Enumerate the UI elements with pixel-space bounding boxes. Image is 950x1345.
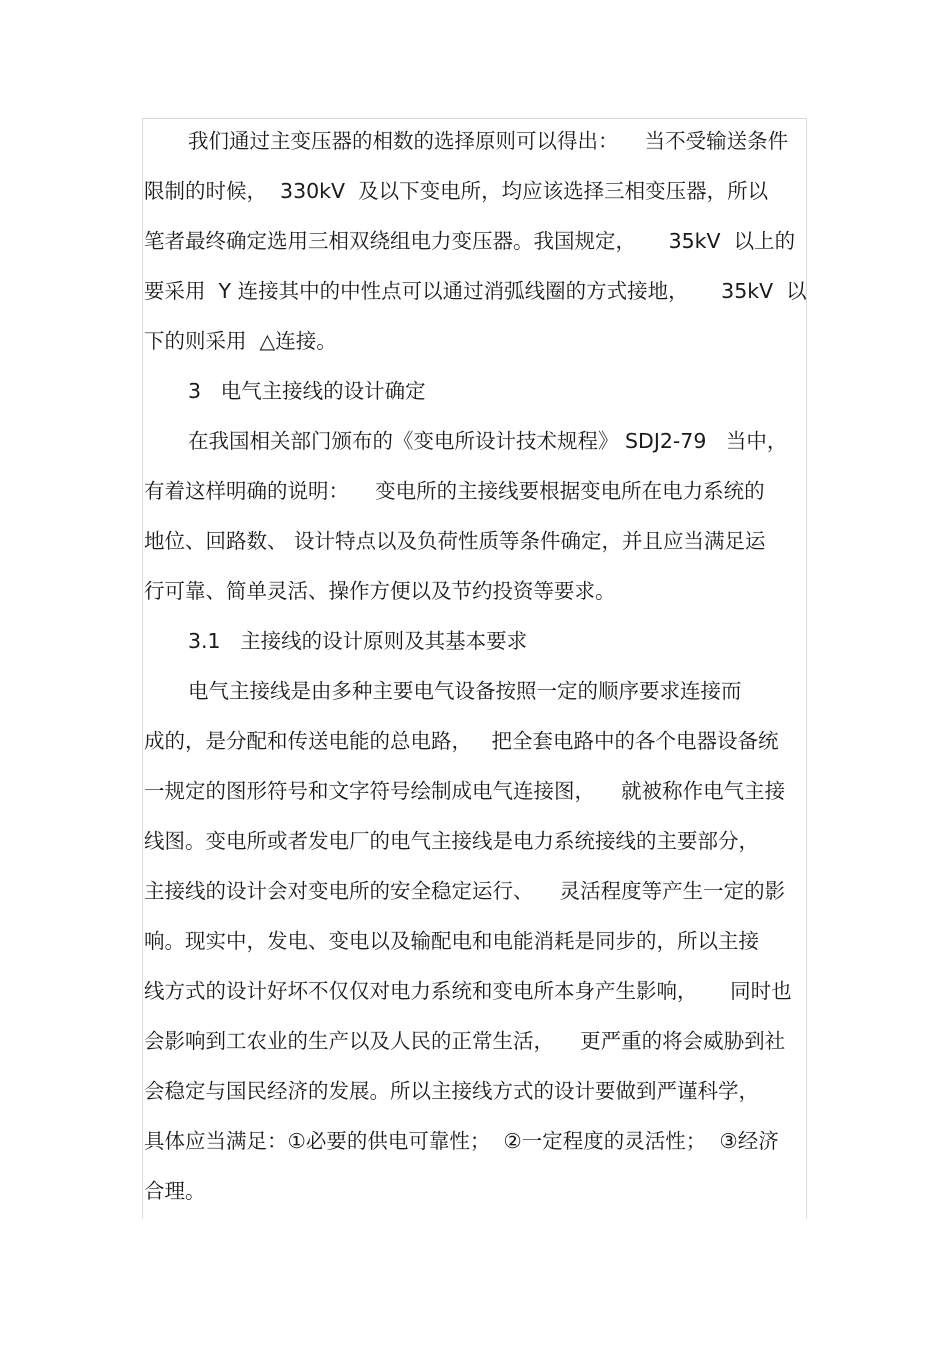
text-line-20: 会稳定与国民经济的发展。所以主接线方式的设计要做到严谨科学， [144,1079,759,1103]
text-line-13: 成的，是分配和传送电能的总电路， 把全套电路中的各个电器设备统 [144,729,779,753]
text-line-15: 线图。变电所或者发电厂的电气主接线是电力系统接线的主要部分， [144,829,759,853]
section-heading-3-1: 3.1 主接线的设计原则及其基本要求 [188,629,528,653]
text-line-17: 响。现实中，发电、变电以及输配电和电能消耗是同步的，所以主接 [144,929,759,953]
text-line-10: 行可靠、简单灵活、操作方便以及节约投资等要求。 [144,579,616,603]
text-line-19: 会影响到工农业的生产以及人民的正常生活， 更严重的将会威胁到社 [144,1029,786,1053]
text-line-12: 电气主接线是由多种主要电气设备按照一定的顺序要求连接而 [188,679,742,703]
text-line-5: 下的则采用 △连接。 [144,329,337,353]
text-line-22: 合理。 [144,1179,206,1203]
section-heading-3: 3 电气主接线的设计确定 [188,379,426,403]
text-line-3: 笔者最终确定选用三相双绕组电力变压器。我国规定， 35kV 以上的 [144,229,796,253]
text-line-4: 要采用 Y 连接其中的中性点可以通过消弧线圈的方式接地， 35kV 以 [144,279,807,303]
text-line-21: 具体应当满足：①必要的供电可靠性； ②一定程度的灵活性； ③经济 [144,1129,779,1153]
text-line-1: 我们通过主变压器的相数的选择原则可以得出： 当不受输送条件 [188,129,789,153]
text-line-16: 主接线的设计会对变电所的安全稳定运行、 灵活程度等产生一定的影 [144,879,786,903]
text-line-2: 限制的时候， 330kV 及以下变电所，均应该选择三相变压器，所以 [144,179,769,203]
text-line-18: 线方式的设计好坏不仅仅对电力系统和变电所本身产生影响， 同时也 [144,979,792,1003]
text-line-7: 在我国相关部门颁布的《变电所设计技术规程》 SDJ2-79 当中， [188,429,788,453]
text-line-9: 地位、回路数、 设计特点以及负荷性质等条件确定，并且应当满足运 [144,529,766,553]
text-line-8: 有着这样明确的说明： 变电所的主接线要根据变电所在电力系统的 [144,479,765,503]
text-line-14: 一规定的图形符号和文字符号绘制成电气连接图， 就被称作电气主接 [144,779,786,803]
